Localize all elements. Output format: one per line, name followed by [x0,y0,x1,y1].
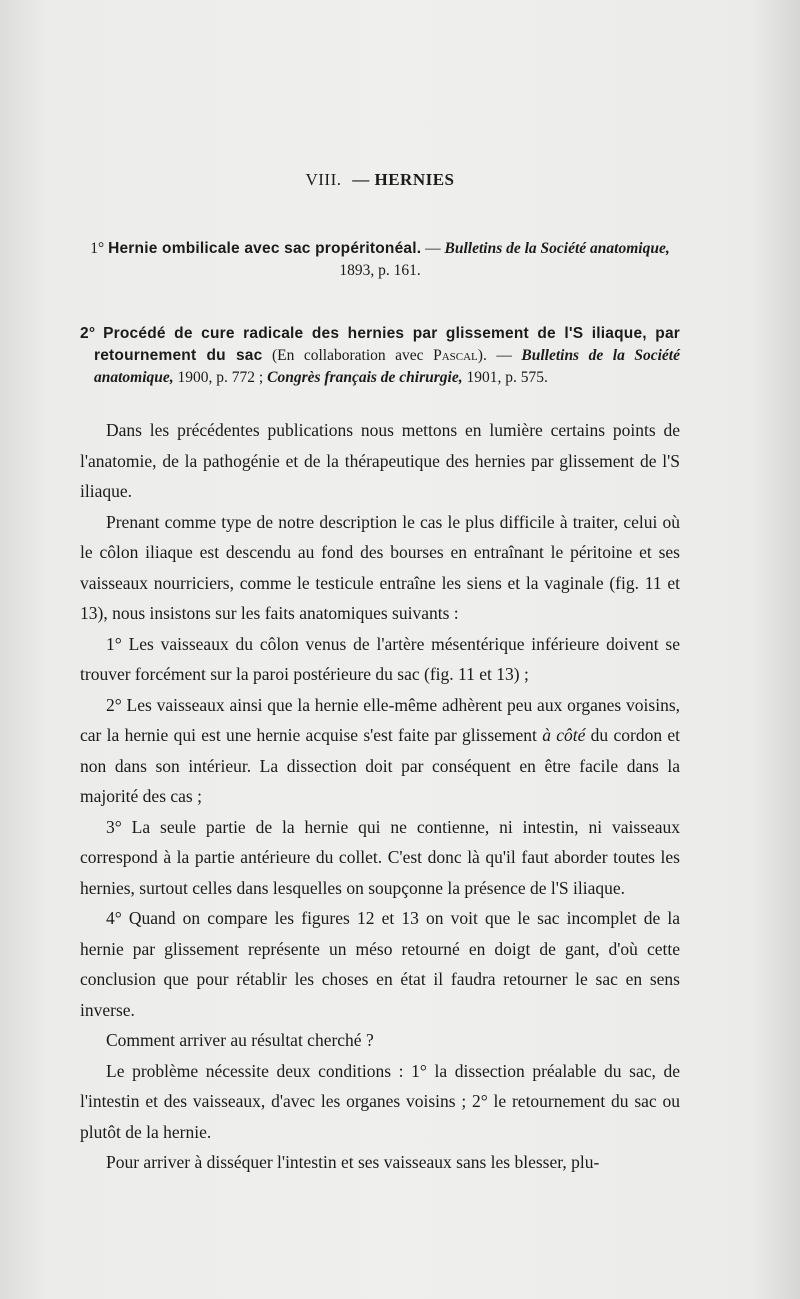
paragraph-4 [80,690,680,812]
page-content [80,170,680,1178]
reference-1-journal: Bulletins de la Société anatomique, [444,240,670,257]
paragraph-1: Dans les précédentes publications nous mettons en lumière certains points de l'anatomie, de la pathogénie et de la thérapeutique des hernies par glissement de l'S iliaque. [80,420,680,501]
reference-2-congress: Congrès français de chirurgie, [267,369,463,386]
paragraph-3: 1° Les vaisseaux du côlon venus de l'artère mésentérique inférieure doivent se trouver forcément sur la paroi postérieure du sac (fig. 11 et 13) ; [80,633,680,684]
paragraph-8: Le problème nécessite deux conditions : 1° la dissection préalable du sac, de l'intestin et des vaisseaux, d'avec les organes voisins ; 2° le retournement du sac ou plutôt de la hernie. [80,1060,680,1142]
section-dash: — [352,170,370,189]
reference-1-sep: — [421,240,445,257]
section-number: VIII. [305,170,342,189]
reference-2-number: 2° [80,325,96,342]
reference-2-journal: Bulletins de la Société anatomique, [94,347,680,386]
reference-2-details-2: 1901, p. 575. [462,369,548,386]
reference-2-details-1: 1900, p. 772 ; [173,369,268,386]
reference-1-title: Hernie ombilicale avec sac propéritonéal. [108,240,422,257]
reference-1-number: 1° [90,240,105,257]
paragraph-4-end: du cordon et non dans son intérieur. La dissection doit par conséquent en être facile dans la majorité des cas ; [80,725,680,806]
paragraph-9: Pour arriver à disséquer l'intestin et ses vaisseaux sans les blesser, plu- [106,1152,600,1172]
reference-1 [80,238,680,282]
body-text [80,415,680,1178]
paragraph-4-start: 2° Les vaisseaux ainsi que la hernie elle-même adhèrent peu aux organes voisins, car la hernie qui est une hernie acquise s'est faite par glissement [80,694,680,745]
section-heading [80,170,680,190]
reference-2-title: Procédé de cure radicale des hernies par glissement de l'S iliaque, par retournement du sac [94,325,681,364]
paragraph-7: Comment arriver au résultat cherché ? [106,1030,374,1050]
paragraph-2: Prenant comme type de notre description le cas le plus difficile à traiter, celui où le côlon iliaque est descendu au fond des bourses en entraînant le péritoine et ses vaisseaux nourriciers, comme le testicule entraîne les siens et la vaginale (fig. 11 et 13), nous insistons sur les faits anatomiques suivants : [80,511,680,623]
reference-1-details: 1893, p. 161. [339,262,421,279]
paragraph-6: 4° Quand on compare les figures 12 et 13 on voit que le sac incomplet de la hernie par glissement représente un méso retourné en doigt de gant, d'où cette conclusion que pour rétablir les choses en état il faudra retourner le sac en sens inverse. [80,908,680,1020]
reference-2-collab-suffix: ). — [477,347,522,364]
section-title: HERNIES [374,170,455,189]
reference-2-collab-prefix: (En collaboration avec [262,347,434,364]
paragraph-4-emphasis: à côté [542,725,586,745]
paragraph-5: 3° La seule partie de la hernie qui ne contienne, ni intestin, ni vaisseaux correspond à la partie antérieure du collet. C'est donc là qu'il faut aborder toutes les hernies, surtout celles dans lesquelles on soupçonne la présence de l'S iliaque. [80,816,680,898]
reference-2-collab-name: Pascal [433,347,478,364]
reference-2 [80,323,680,389]
